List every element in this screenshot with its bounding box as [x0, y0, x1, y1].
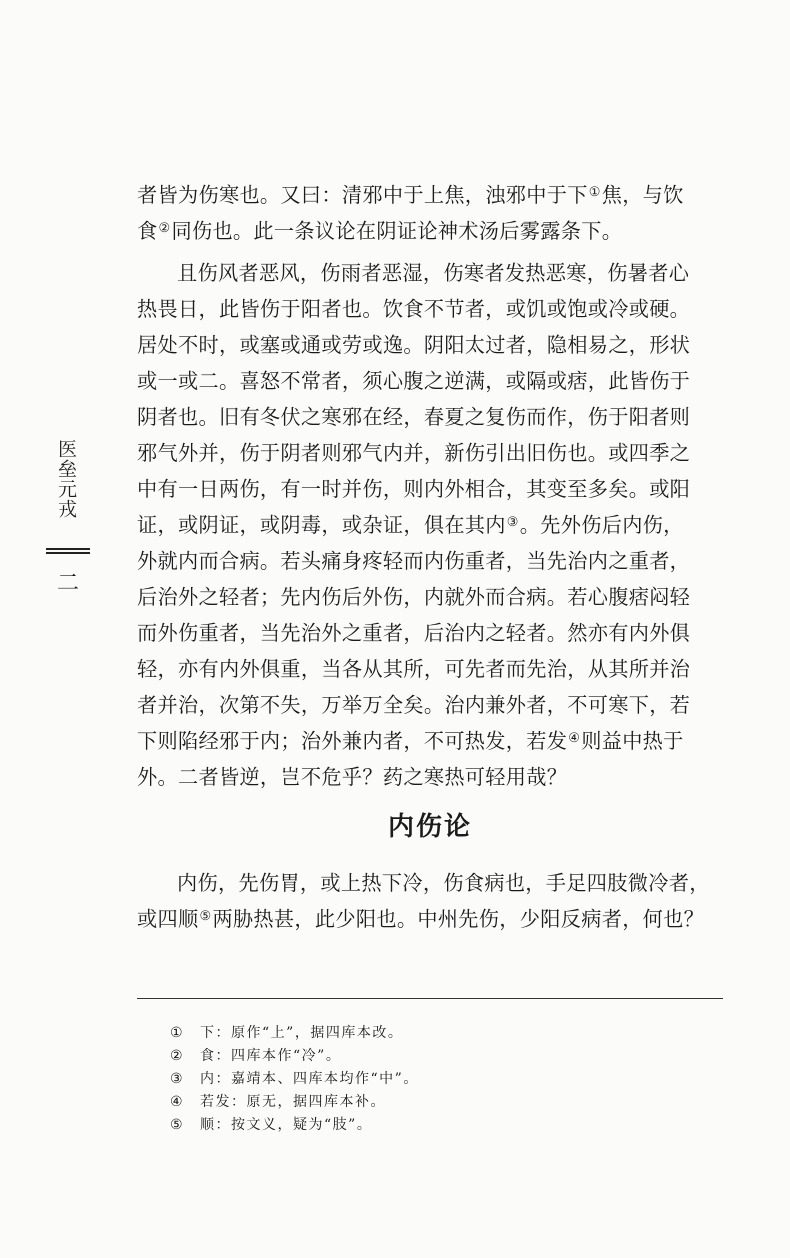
- footnote-item: [170, 1091, 690, 1114]
- footnote-marker: ④: [170, 1094, 185, 1110]
- text-line: 证，或阴证，或阴毒，或杂证，俱在其内③。先外伤后内伤，: [137, 513, 684, 537]
- footnote-item: [170, 1045, 690, 1068]
- text-line: 而外伤重者，当先治外之重者，后治内之轻者。然亦有内外俱: [137, 621, 691, 645]
- footnote-text: 顺：按文义，疑为“肢”。: [200, 1117, 373, 1133]
- text-line: 内伤，先伤胃，或上热下冷，伤食病也，手足四肢微冷者，: [177, 871, 710, 895]
- paragraph-2: [137, 255, 723, 795]
- footnote-item: [170, 1022, 690, 1045]
- footnote-marker: ②: [170, 1048, 185, 1064]
- page-number: 二: [56, 571, 79, 596]
- footnote-marker: ⑤: [170, 1117, 185, 1133]
- footnote-text: 若发：原无，据四库本补。: [200, 1094, 386, 1110]
- text-line: 者皆为伤寒也。又曰：清邪中于上焦，浊邪中于下①焦，与饮: [137, 183, 684, 207]
- paragraph-1: [137, 177, 723, 249]
- text-line: 中有一日两伤，有一时并伤，则内外相合，其变至多矣。或阳: [137, 477, 691, 501]
- footnotes: [170, 1022, 690, 1137]
- text-line: 热畏日，此皆伤于阳者也。饮食不节者，或饥或饱或冷或硬。: [137, 297, 691, 321]
- text-line: 轻，亦有内外俱重，当各从其所，可先者而先治，从其所并治: [137, 657, 691, 681]
- page-margin: [44, 420, 92, 596]
- footnote-text: 下：原作“上”，据四库本改。: [200, 1025, 404, 1041]
- footnote-text: 内：嘉靖本、四库本均作“中”。: [200, 1071, 419, 1087]
- footnote-item: [170, 1114, 690, 1137]
- footnote-ref-4[interactable]: ④: [568, 731, 581, 746]
- text-line: 后治外之轻者；先内伤后外伤，内就外而合病。若心腹痞闷轻: [137, 585, 691, 609]
- footnote-ref-1[interactable]: ①: [588, 185, 601, 200]
- footnote-divider: [137, 998, 723, 999]
- footnote-marker: ③: [170, 1071, 185, 1087]
- footnote-marker: ①: [170, 1025, 185, 1041]
- margin-double-rule: [46, 548, 90, 554]
- footnote-text: 食：四库本作“冷”。: [200, 1048, 342, 1064]
- text-line: 外就内而合病。若头痛身疼轻而内伤重者，当先治内之重者，: [137, 549, 691, 573]
- main-text: [137, 177, 723, 937]
- text-line: 外。二者皆逆，岂不危乎？药之寒热可轻用哉？: [137, 765, 568, 789]
- footnote-item: [170, 1068, 690, 1091]
- text-line: 下则陷经邪于内；治外兼内者，不可热发，若发④则益中热于: [137, 729, 684, 753]
- text-line: 邪气外并，伤于阴者则邪气内并，新伤引出旧伤也。或四季之: [137, 441, 691, 465]
- section-heading: 内伤论: [387, 812, 472, 842]
- footnote-ref-2[interactable]: ②: [158, 221, 171, 236]
- footnote-ref-5[interactable]: ⑤: [199, 909, 212, 924]
- paragraph-3: [137, 865, 723, 937]
- text-line: 且伤风者恶风，伤雨者恶湿，伤寒者发热恶寒，伤暑者心: [177, 261, 690, 285]
- text-line: 或四顺⑤两胁热甚，此少阳也。中州先伤，少阳反病者，何也？: [137, 907, 705, 931]
- footnote-ref-3[interactable]: ③: [506, 515, 519, 530]
- text-line: 阴者也。旧有冬伏之寒邪在经，春夏之复伤而作，伤于阳者则: [137, 405, 691, 429]
- text-line: 食②同伤也。此一条议论在阴证论神术汤后雾露条下。: [137, 219, 623, 243]
- running-book-title: 医垒元戎: [55, 439, 77, 519]
- text-line: 居处不时，或塞或通或劳或逸。阴阳太过者，隐相易之，形状: [137, 333, 691, 357]
- text-line: 者并治，次第不失，万举万全矣。治内兼外者，不可寒下，若: [137, 693, 691, 717]
- text-line: 或一或二。喜怒不常者，须心腹之逆满，或隔或痞，此皆伤于: [137, 369, 691, 393]
